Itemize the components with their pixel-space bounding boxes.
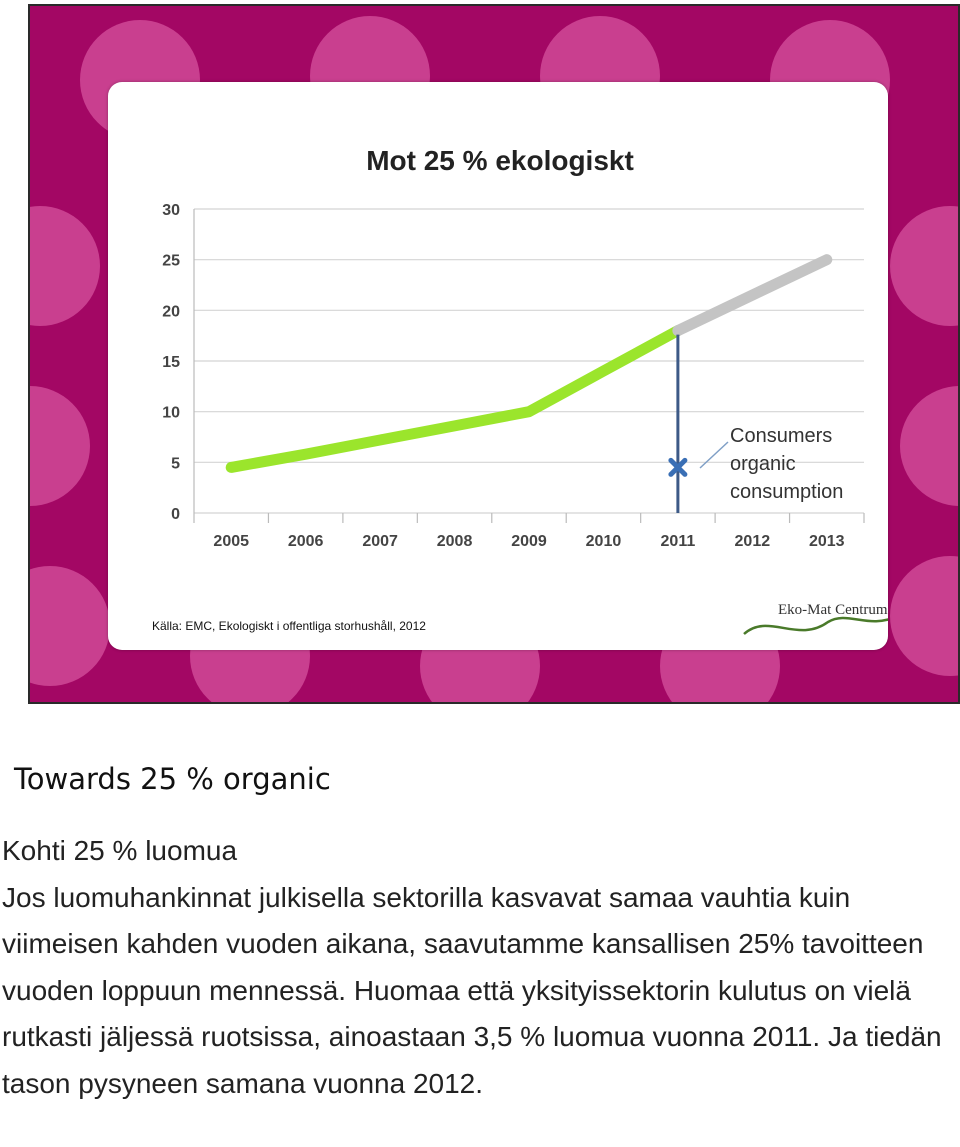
annotation-label: Consumers organic consumption	[730, 425, 844, 503]
x-tick-label: 2010	[585, 533, 622, 550]
body-text	[2, 828, 952, 1107]
x-tick-label: 2013	[808, 533, 845, 550]
chart	[108, 82, 888, 650]
x-tick-label: 2005	[213, 533, 250, 550]
x-tick-label: 2009	[511, 533, 547, 550]
decor-circle	[28, 386, 90, 506]
decor-circle	[28, 206, 100, 326]
annotation-pointer	[700, 442, 728, 468]
decor-circle	[28, 566, 110, 686]
y-tick-label: 20	[162, 303, 180, 321]
x-tick-label: 2011	[660, 533, 696, 550]
y-tick-label: 10	[162, 404, 180, 422]
eko-mat-centrum-logo: Eko-Mat Centrum	[778, 602, 888, 618]
series-line-2	[678, 260, 827, 331]
chart-card	[108, 82, 888, 650]
x-tick-label: 2007	[362, 533, 398, 550]
caption-english: Towards 25 % organic	[14, 762, 331, 796]
y-tick-label: 5	[171, 455, 180, 473]
x-tick-label: 2008	[436, 533, 473, 550]
chart-title: Mot 25 % ekologiskt	[366, 145, 634, 176]
source-note: Källa: EMC, Ekologiskt i offentliga storhushåll, 2012	[152, 619, 426, 633]
decor-circle	[900, 386, 960, 506]
y-tick-label: 30	[162, 202, 180, 219]
x-tick-label: 2006	[287, 533, 324, 550]
y-tick-label: 25	[162, 252, 180, 270]
y-tick-label: 0	[171, 506, 180, 523]
body-heading: Kohti 25 % luomua	[2, 835, 238, 866]
y-tick-label: 15	[162, 354, 180, 371]
decor-circle	[890, 556, 960, 676]
body-paragraph: Jos luomuhankinnat julkisella sektorilla kasvavat samaa vauhtia kuin viimeisen kahden vuoden aikana, saavutamme kansallisen 25% tavoitteen vuoden loppuun mennessä. Huomaa että yksityissektorin kulutus on vielä rutkasti jäljessä ruotsissa, ainoastaan 3,5 % luomua vuonna 2011. Ja tiedän tason pysyneen samana vuonna 2012.	[2, 881, 942, 1099]
x-tick-label: 2012	[734, 533, 771, 550]
series-line-1	[231, 331, 678, 468]
decor-circle	[890, 206, 960, 326]
slide	[28, 4, 960, 704]
logo-swoosh-icon	[744, 616, 888, 634]
